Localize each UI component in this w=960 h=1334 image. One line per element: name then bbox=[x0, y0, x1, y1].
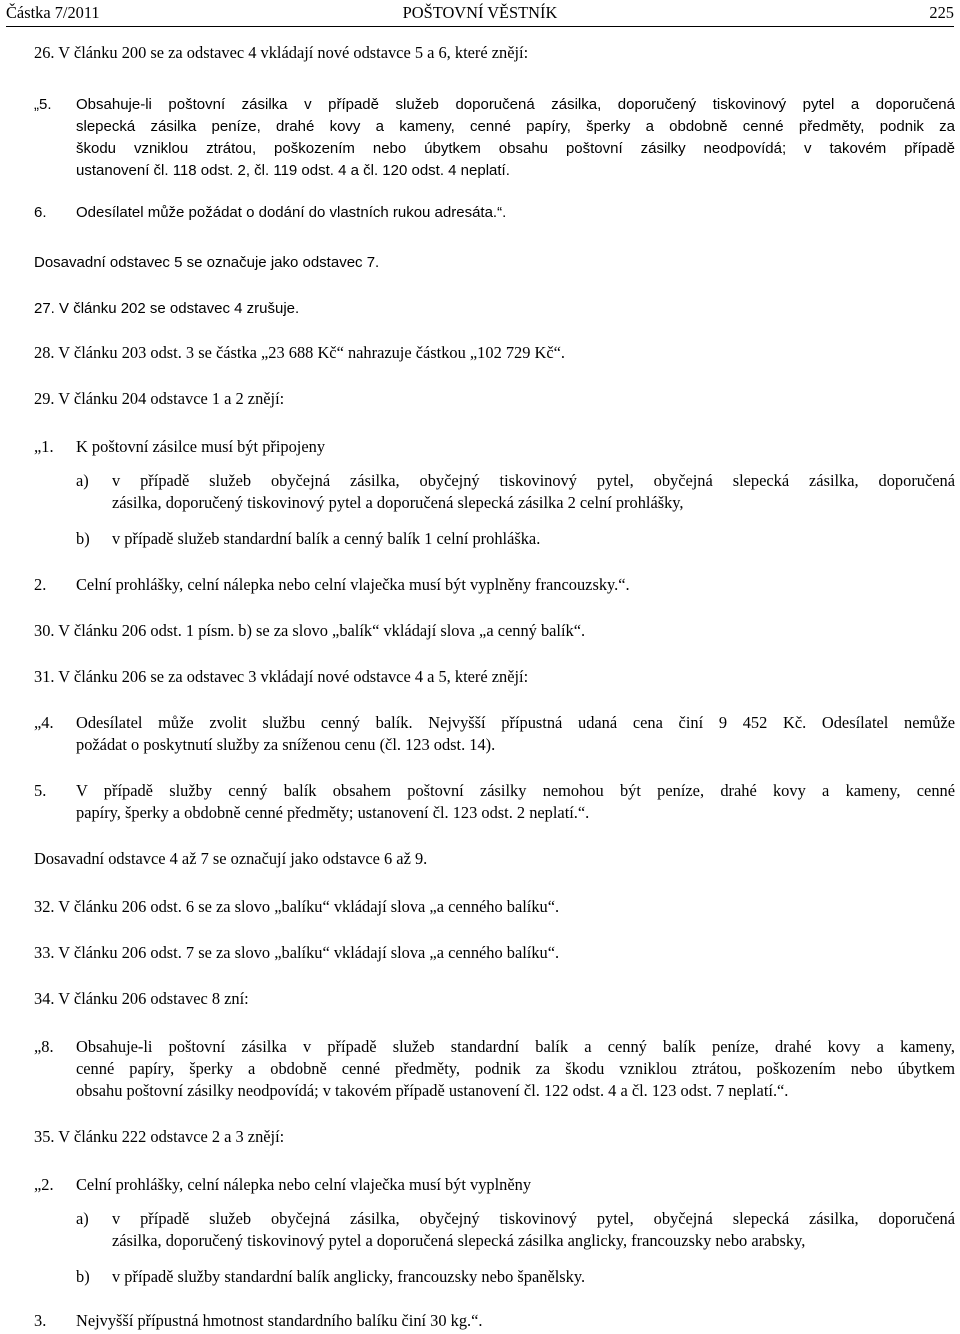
paragraph-5b-line-2: papíry, šperky a obdobně cenné předměty; ustanovení čl. 123 odst. 2 neplatí.“. bbox=[76, 803, 590, 822]
item-b: v případě služeb standardní balík a cenný balík 1 celní prohláška. bbox=[112, 529, 541, 548]
paragraph-q3: Nejvyšší přípustná hmotnost standardního balíku činí 30 kg.“. bbox=[76, 1311, 483, 1330]
paragraph-q2: Celní prohlášky, celní nálepka nebo celní vlaječka musí být vyplněny bbox=[76, 1175, 532, 1194]
paragraph-q3-number: 3. bbox=[34, 1311, 47, 1330]
item-a-line-1: v případě služeb obyčejná zásilka, obyčejný tiskovinový pytel, obyčejná slepecká zásilka, doporučená bbox=[112, 471, 955, 490]
page-header bbox=[6, 2, 954, 26]
journal-title: POŠTOVNÍ VĚSTNÍK bbox=[402, 3, 558, 22]
amendment-31: 31. V článku 206 se za odstavec 3 vkládají nové odstavce 4 a 5, které znějí: bbox=[34, 667, 529, 686]
amendment-35: 35. V článku 222 odstavce 2 a 3 znějí: bbox=[34, 1127, 285, 1146]
item-a-letter: a) bbox=[76, 471, 89, 490]
item-q2a-letter: a) bbox=[76, 1209, 89, 1228]
paragraph-5b-line-1: V případě služby cenný balík obsahem poštovní zásilky nemohou být peníze, drahé kovy a kameny, cenné bbox=[76, 781, 955, 800]
paragraph-8-line-3: obsahu poštovní zásilky neodpovídá; v takovém případě ustanovení čl. 122 odst. 4 a čl. 123 odst. 7 neplatí.“. bbox=[76, 1081, 789, 1100]
item-q2b: v případě služby standardní balík anglicky, francouzsky nebo španělsky. bbox=[112, 1267, 586, 1286]
paragraph-6: Odesílatel může požádat o dodání do vlastních rukou adresáta.“. bbox=[76, 204, 507, 221]
amendment-27: 27. V článku 202 se odstavec 4 zrušuje. bbox=[34, 300, 300, 317]
paragraph-5b-number: 5. bbox=[34, 781, 47, 800]
paragraph-q2-number: „2. bbox=[34, 1175, 54, 1194]
paragraph-8-line-1: Obsahuje-li poštovní zásilka v případě služeb standardní balík a cenný balík peníze, drahé kovy a kameny, bbox=[76, 1037, 955, 1056]
paragraph-2: Celní prohlášky, celní nálepka nebo celní vlaječka musí být vyplněny francouzsky.“. bbox=[76, 575, 630, 594]
paragraph-4-line-2: požádat o poskytnutí služby za sníženou cenu (čl. 123 odst. 14). bbox=[76, 735, 496, 754]
amendment-33: 33. V článku 206 odst. 7 se za slovo „balíku“ vkládají slova „a cenného balíku“. bbox=[34, 943, 560, 962]
item-q2a-line-1: v případě služeb obyčejná zásilka, obyčejný tiskovinový pytel, obyčejná slepecká zásilka, doporučená bbox=[112, 1209, 955, 1228]
page-number: 225 bbox=[929, 3, 954, 22]
item-q2a-line-2: zásilka, doporučený tiskovinový pytel a doporučená slepecká zásilka anglicky, francouzsky nebo arabsky, bbox=[112, 1231, 806, 1250]
amendment-32: 32. V článku 206 odst. 6 se za slovo „balíku“ vkládají slova „a cenného balíku“. bbox=[34, 897, 560, 916]
amendment-29: 29. V článku 204 odstavce 1 a 2 znějí: bbox=[34, 389, 285, 408]
paragraph-5-line-1: Obsahuje-li poštovní zásilka v případě služeb doporučená zásilka, doporučený tiskovinový pytel a doporučená bbox=[76, 96, 955, 113]
item-a-line-2: zásilka, doporučený tiskovinový pytel a doporučená slepecká zásilka 2 celní prohlášky, bbox=[112, 493, 684, 512]
amendment-30: 30. V článku 206 odst. 1 písm. b) se za slovo „balík“ vkládají slova „a cenný balík“. bbox=[34, 621, 586, 640]
issue-number: Částka 7/2011 bbox=[6, 3, 100, 22]
amendment-34: 34. V článku 206 odstavec 8 zní: bbox=[34, 989, 249, 1008]
paragraph-5-line-3: škodu vzniklou ztrátou, poškozením nebo úbytkem obsahu poštovní zásilky neodpovídá; v takovém případě bbox=[76, 140, 955, 157]
paragraph-5-number: „5. bbox=[34, 96, 52, 113]
amendment-26: 26. V článku 200 se za odstavec 4 vkládají nové odstavce 5 a 6, které znějí: bbox=[34, 43, 529, 62]
paragraph-6-number: 6. bbox=[34, 204, 47, 221]
renumber-note-4-7: Dosavadní odstavce 4 až 7 se označují jako odstavce 6 až 9. bbox=[34, 849, 428, 868]
item-b-letter: b) bbox=[76, 529, 90, 548]
renumber-note-5: Dosavadní odstavec 5 se označuje jako odstavec 7. bbox=[34, 254, 380, 271]
paragraph-8-number: „8. bbox=[34, 1037, 54, 1056]
paragraph-1: K poštovní zásilce musí být připojeny bbox=[76, 437, 326, 456]
paragraph-4-number: „4. bbox=[34, 713, 54, 732]
amendment-28: 28. V článku 203 odst. 3 se částka „23 688 Kč“ nahrazuje částkou „102 729 Kč“. bbox=[34, 343, 566, 362]
paragraph-4-line-1: Odesílatel může zvolit službu cenný balík. Nejvyšší přípustná udaná cena činí 9 452 Kč. Odesílatel nemůže bbox=[76, 713, 955, 732]
header-divider bbox=[6, 26, 954, 27]
paragraph-1-number: „1. bbox=[34, 437, 54, 456]
paragraph-8-line-2: cenné papíry, šperky a obdobně cenné předměty, podnik za škodu vzniklou ztrátou, poškozením nebo úbytkem bbox=[76, 1059, 955, 1078]
paragraph-5-line-2: slepecká zásilka peníze, drahé kovy a kameny, cenné papíry, šperky a obdobně cenné předměty, podnik za bbox=[76, 118, 955, 135]
item-q2b-letter: b) bbox=[76, 1267, 90, 1286]
paragraph-2-number: 2. bbox=[34, 575, 47, 594]
paragraph-5-line-4: ustanovení čl. 118 odst. 2, čl. 119 odst. 4 a čl. 120 odst. 4 neplatí. bbox=[76, 162, 510, 179]
